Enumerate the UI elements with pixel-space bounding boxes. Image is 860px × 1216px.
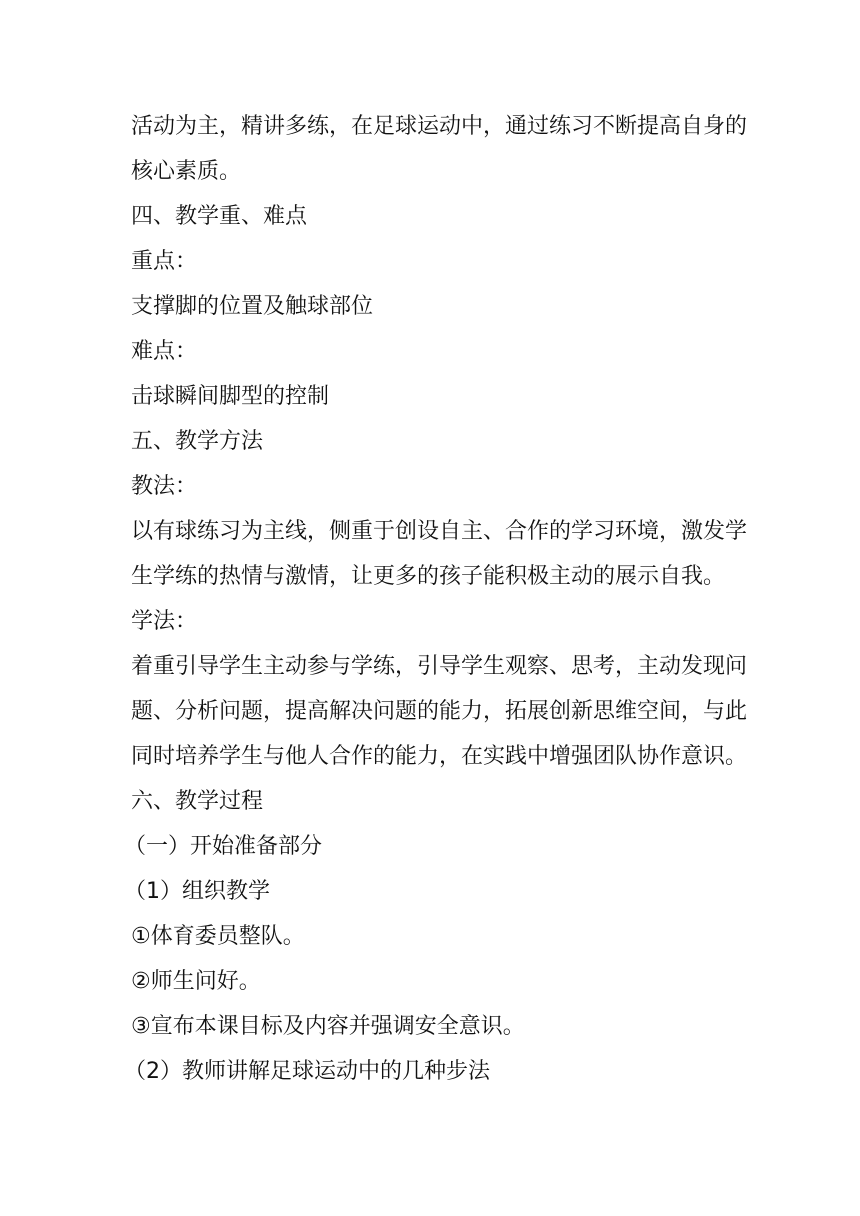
paragraph-line: 题、分析问题，提高解决问题的能力，拓展创新思维空间，与此 bbox=[131, 699, 748, 724]
subheading-label: 学法： bbox=[131, 609, 198, 634]
section-heading: 五、教学方法 bbox=[131, 429, 264, 454]
list-item: ①体育委员整队。 bbox=[131, 924, 305, 949]
paragraph-line: 生学练的热情与激情，让更多的孩子能积极主动的展示自我。 bbox=[131, 564, 726, 589]
subheading-label: 重点： bbox=[131, 249, 198, 274]
section-heading: 六、教学过程 bbox=[131, 789, 264, 814]
subsection-heading: （一）开始准备部分 bbox=[124, 834, 323, 859]
list-item: ③宣布本课目标及内容并强调安全意识。 bbox=[131, 1014, 525, 1039]
subheading-label: 教法： bbox=[131, 474, 198, 499]
paragraph-line: 同时培养学生与他人合作的能力，在实践中增强团队协作意识。 bbox=[131, 744, 748, 769]
list-item: ②师生问好。 bbox=[131, 969, 261, 994]
paragraph-line: 活动为主，精讲多练，在足球运动中，通过练习不断提高自身的 bbox=[131, 114, 748, 139]
subheading-label: 难点： bbox=[131, 339, 198, 364]
list-heading: （2）教师讲解足球运动中的几种步法 bbox=[124, 1059, 490, 1084]
section-heading: 四、教学重、难点 bbox=[131, 204, 308, 229]
paragraph-line: 击球瞬间脚型的控制 bbox=[131, 384, 330, 409]
paragraph-line: 以有球练习为主线，侧重于创设自主、合作的学习环境，激发学 bbox=[131, 519, 748, 544]
paragraph-line: 着重引导学生主动参与学练，引导学生观察、思考，主动发现问 bbox=[131, 654, 748, 679]
paragraph-line: 支撑脚的位置及触球部位 bbox=[131, 294, 374, 319]
list-heading: （1）组织教学 bbox=[124, 879, 270, 904]
paragraph-line: 核心素质。 bbox=[131, 159, 242, 184]
